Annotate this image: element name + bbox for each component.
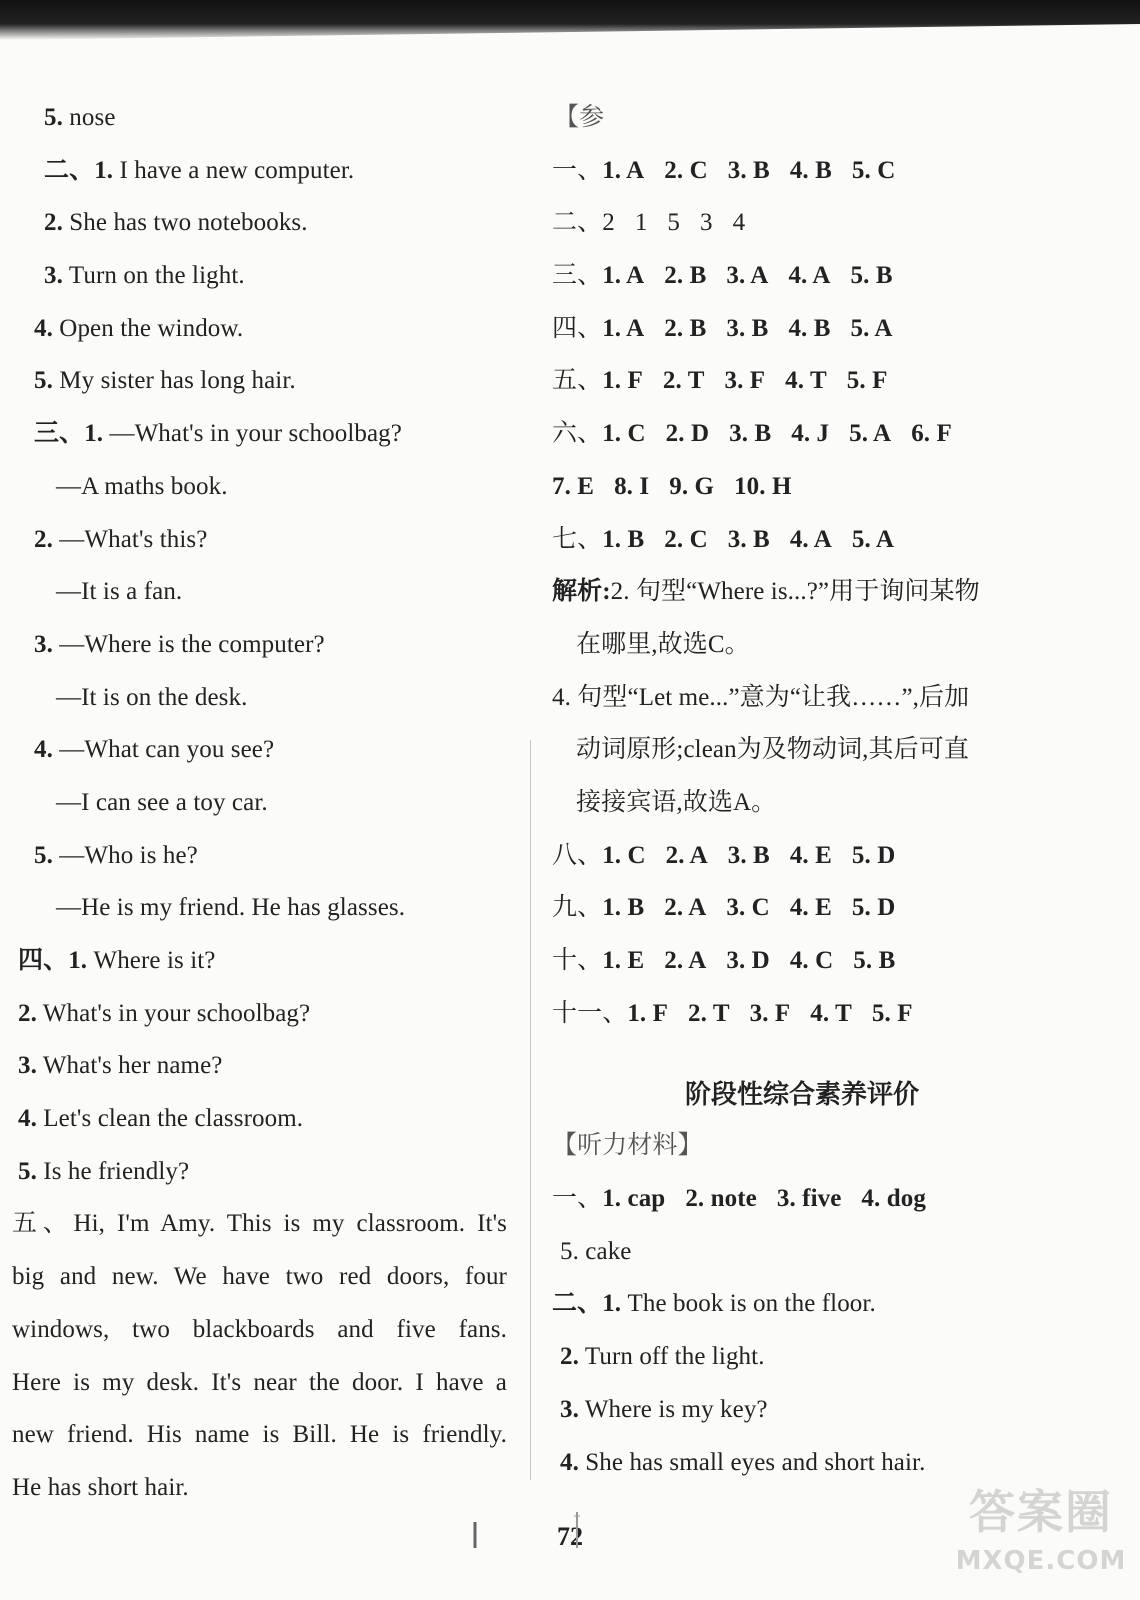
answer-line: —He is my friend. He has glasses. <box>56 894 406 922</box>
answer-row: 五、1. F 2. T 3. F 4. T 5. F <box>552 367 888 395</box>
passage-line: He has short hair. <box>12 1473 189 1501</box>
answer-line: 4. Let's clean the classroom. <box>18 1105 304 1133</box>
answer-row: 5. cake <box>560 1237 632 1265</box>
answer-line: 四、1. Where is it? <box>18 947 216 974</box>
answer-line: —I can see a toy car. <box>56 788 268 816</box>
passage-line: windows, two blackboards and five fans. <box>12 1315 507 1343</box>
answer-row: 十一、1. F 2. T 3. F 4. T 5. F <box>552 999 913 1027</box>
passage-line: 五、Hi, I'm Amy. This is my classroom. It's <box>12 1210 507 1238</box>
answer-row: 三、1. A 2. B 3. A 4. A 5. B <box>552 262 893 290</box>
right-column <box>552 92 1052 1489</box>
answer-line: —A maths book. <box>56 472 228 500</box>
answer-row: 十、1. E 2. A 3. D 4. C 5. B <box>552 947 896 974</box>
answer-line: 5. My sister has long hair. <box>34 367 296 395</box>
answer-line: 3. What's her name? <box>18 1052 223 1080</box>
answer-line: 2. —What's this? <box>34 525 208 553</box>
listening-line: 二、1. The book is on the floor. <box>552 1290 876 1318</box>
answer-row: 七、1. B 2. C 3. B 4. A 5. A <box>552 525 894 553</box>
analysis-line: 解析:2. 句型“Where is...?”用于询问某物 <box>552 578 980 606</box>
answer-line: 4. Open the window. <box>34 314 244 342</box>
answer-row: 九、1. B 2. A 3. C 4. E 5. D <box>552 894 896 922</box>
page-ornament-right <box>572 1508 582 1552</box>
passage <box>10 1198 515 1514</box>
scan-top-edge <box>0 0 1140 40</box>
listening-line: 3. Where is my key? <box>560 1395 768 1423</box>
answer-line: 2. What's in your schoolbag? <box>18 999 311 1027</box>
listening-line: 2. Turn off the light. <box>560 1343 765 1371</box>
analysis-line: 4. 句型“Let me...”意为“让我……”,后加 <box>552 683 970 711</box>
answer-line: 2. She has two notebooks. <box>44 209 308 237</box>
answer-row: 八、1. C 2. A 3. B 4. E 5. D <box>552 841 896 869</box>
passage-line: Here is my desk. It's near the door. I have a <box>12 1368 507 1396</box>
listening-line: 4. She has small eyes and short hair. <box>560 1448 926 1476</box>
answer-row: 一、1. A 2. C 3. B 4. B 5. C <box>552 156 896 184</box>
section-title: 阶段性综合素养评价 <box>684 1080 919 1111</box>
analysis-line: 在哪里,故选C。 <box>576 630 750 658</box>
listening-header: 【听力材料】 <box>552 1132 703 1160</box>
answer-row: 六、1. C 2. D 3. B 4. J 5. A 6. F <box>552 420 952 448</box>
answer-line: —It is on the desk. <box>56 683 248 711</box>
answer-line: 二、1. I have a new computer. <box>44 156 355 184</box>
answer-line: 5. —Who is he? <box>34 841 198 869</box>
watermark-logo: 答案圈 MXQE.COM <box>955 1485 1127 1576</box>
answer-line: —It is a fan. <box>56 578 183 606</box>
answer-line: 三、1. —What's in your schoolbag? <box>34 420 402 448</box>
page-number: 72 <box>557 1522 583 1551</box>
left-column <box>10 92 515 1515</box>
answer-line: 4. —What can you see? <box>34 736 275 764</box>
answer-row: 7. E 8. I 9. G 10. H <box>552 472 792 500</box>
analysis-line: 动词原形;clean为及物动词,其后可直 <box>576 736 969 764</box>
column-divider <box>530 740 531 1480</box>
answer-line: 5. Is he friendly? <box>18 1157 190 1185</box>
analysis-line: 接接宾语,故选A。 <box>576 788 777 816</box>
answer-row: 一、1. cap 2. note 3. five 4. dog <box>552 1185 926 1213</box>
answer-line: 3. Turn on the light. <box>44 262 245 290</box>
answer-line: 3. —Where is the computer? <box>34 630 325 658</box>
passage-line: new friend. His name is Bill. He is friendly. <box>12 1421 507 1449</box>
answer-line: 5. nose <box>44 104 116 131</box>
answer-row: 四、1. A 2. B 3. B 4. B 5. A <box>552 314 893 342</box>
passage-line: big and new. We have two red doors, four <box>12 1263 507 1291</box>
answer-row: 二、2 1 5 3 4 <box>552 209 746 237</box>
reference-header: 【参 <box>554 104 605 131</box>
